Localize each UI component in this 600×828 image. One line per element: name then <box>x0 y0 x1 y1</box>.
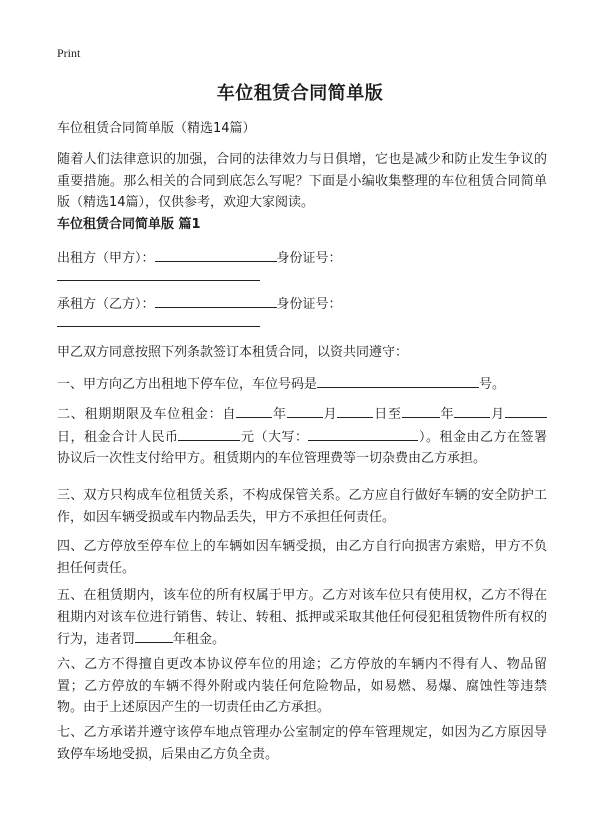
lessee-id-label: 身份证号： <box>276 297 342 312</box>
yuan-text: 元（大写： <box>240 429 309 445</box>
rent-amount-blank[interactable] <box>178 426 240 441</box>
penalty-years-blank[interactable] <box>135 628 173 643</box>
clause-5 <box>57 585 547 651</box>
lessor-name-blank[interactable] <box>155 247 277 262</box>
clause-2-rest: ）。租金由乙方在签署协议后一次性支付给甲方。租赁期内的车位管理费等一切杂费由乙方承担。 <box>57 429 547 466</box>
day-rent-text: 日，租金合计人民币 <box>57 429 179 445</box>
clause-1-text: 一、甲方向乙方出租地下停车位，车位号码是 <box>57 377 318 392</box>
agreement-paragraph: 甲乙双方同意按照下列条款签订本租赁合同，以资共同遵守： <box>57 345 409 360</box>
lessor-label: 出租方（甲方）： <box>57 251 155 266</box>
day-to-unit: 日至 <box>373 407 402 422</box>
section-heading-1: 车位租赁合同简单版 篇1 <box>57 217 201 232</box>
lessee-id-blank[interactable] <box>57 326 260 327</box>
clause-2 <box>57 403 547 470</box>
lessee-label: 承租方（乙方）： <box>57 297 155 312</box>
lessee-name-blank[interactable] <box>155 293 277 308</box>
rent-amount-words-blank[interactable] <box>308 426 418 441</box>
end-year-blank[interactable] <box>402 403 440 418</box>
clause-3: 三、双方只构成车位租赁关系，不构成保管关系。乙方应自行做好车辆的安全防护工作，如因车辆受损或车内物品丢失，甲方不承担任何责任。 <box>57 488 547 525</box>
month-unit: 月 <box>322 407 338 422</box>
clause-4: 四、乙方停放至停车位上的车辆如因车辆受损，由乙方自行向损害方索赔，甲方不负担任何责任。 <box>57 539 547 576</box>
subtitle: 车位租赁合同简单版（精选14篇） <box>57 121 256 136</box>
start-day-blank[interactable] <box>337 403 373 418</box>
year-unit: 年 <box>272 407 287 422</box>
lessor-field <box>57 247 547 281</box>
clause-1-suffix: 号。 <box>479 377 506 392</box>
clause-6: 六、乙方不得擅自更改本协议停车位的用途；乙方停放的车辆内不得有人、物品留置；乙方停放的车辆不得外附或内装任何危险物品，如易燃、易爆、腐蚀性等违禁物。由于上述原因产生的一切责任由乙方承担。 <box>57 657 547 715</box>
page-title: 车位租赁合同简单版 <box>216 83 384 104</box>
lessee-field <box>57 293 547 327</box>
clause-1 <box>57 373 547 396</box>
clause-2-lead: 二、租期期限及车位租金：自 <box>57 407 237 422</box>
clause-5-suffix: 年租金。 <box>173 632 226 647</box>
end-day-blank[interactable] <box>505 403 547 418</box>
clause-7: 七、乙方承诺并遵守该停车地点管理办公室制定的停车管理规定，如因为乙方原因导致停车场地受损，后果由乙方负全责。 <box>57 725 547 762</box>
lessor-id-blank[interactable] <box>57 280 260 281</box>
start-month-blank[interactable] <box>287 403 323 418</box>
print-link[interactable]: Print <box>57 46 81 60</box>
end-year-unit: 年 <box>439 407 455 422</box>
intro-paragraph: 随着人们法律意识的加强，合同的法律效力与日俱增，它也是减少和防止发生争议的重要措施。那么相关的合同到底怎么写呢？下面是小编收集整理的车位租赁合同简单版（精选14篇），仅供参考，欢迎大家阅读。 <box>57 152 547 210</box>
end-month-blank[interactable] <box>454 403 490 418</box>
start-year-blank[interactable] <box>236 403 272 418</box>
lessor-id-label: 身份证号： <box>276 251 342 266</box>
end-month-unit: 月 <box>490 407 505 422</box>
parking-number-blank[interactable] <box>317 373 479 388</box>
clause-5-text: 五、在租赁期内，该车位的所有权属于甲方。乙方对该车位只有使用权，乙方不得在租期内对该车位进行销售、转让、转租、抵押或采取其他任何侵犯租赁物件所有权的行为，违者罚 <box>57 588 547 647</box>
